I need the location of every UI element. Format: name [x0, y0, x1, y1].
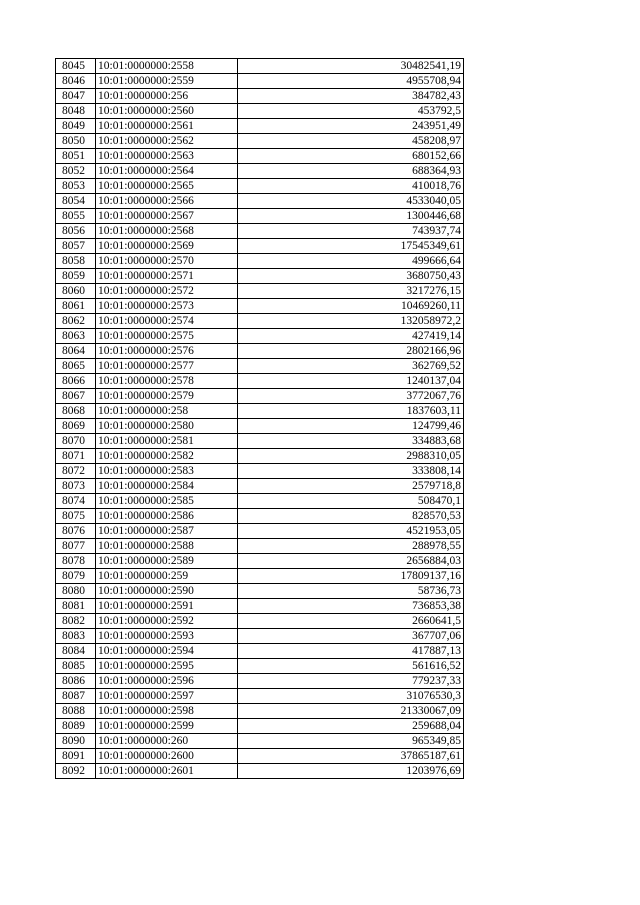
cadastral-value-cell: 259688,04: [238, 719, 464, 734]
cadastral-value-cell: 779237,33: [238, 674, 464, 689]
table-row: [56, 164, 464, 179]
cadastral-value-cell: 21330067,09: [238, 704, 464, 719]
table-row: [56, 119, 464, 134]
table-row: [56, 689, 464, 704]
cadastral-value-cell: 362769,52: [238, 359, 464, 374]
cadastral-value-cell: 417887,13: [238, 644, 464, 659]
cadastral-number-cell: 10:01:0000000:2590: [96, 584, 238, 599]
row-number-cell: 8071: [56, 449, 96, 464]
cadastral-value-cell: 367707,06: [238, 629, 464, 644]
table-row: [56, 644, 464, 659]
table-row: [56, 629, 464, 644]
table-row: [56, 74, 464, 89]
cadastral-number-cell: 10:01:0000000:2576: [96, 344, 238, 359]
cadastral-number-cell: 10:01:0000000:2588: [96, 539, 238, 554]
row-number-cell: 8075: [56, 509, 96, 524]
table-row: [56, 194, 464, 209]
cadastral-value-cell: 3217276,15: [238, 284, 464, 299]
table-row: [56, 359, 464, 374]
cadastral-number-cell: 10:01:0000000:2600: [96, 749, 238, 764]
table-row: [56, 509, 464, 524]
cadastral-value-cell: 2802166,96: [238, 344, 464, 359]
cadastral-number-cell: 10:01:0000000:2571: [96, 269, 238, 284]
cadastral-number-cell: 10:01:0000000:2599: [96, 719, 238, 734]
cadastral-value-cell: 4521953,05: [238, 524, 464, 539]
table-row: [56, 554, 464, 569]
row-number-cell: 8064: [56, 344, 96, 359]
row-number-cell: 8057: [56, 239, 96, 254]
table-row: [56, 134, 464, 149]
row-number-cell: 8070: [56, 434, 96, 449]
cadastral-value-cell: 1837603,11: [238, 404, 464, 419]
cadastral-number-cell: 10:01:0000000:2573: [96, 299, 238, 314]
cadastral-number-cell: 10:01:0000000:2586: [96, 509, 238, 524]
cadastral-value-cell: 17545349,61: [238, 239, 464, 254]
cadastral-value-cell: 736853,38: [238, 599, 464, 614]
row-number-cell: 8089: [56, 719, 96, 734]
table-row: [56, 674, 464, 689]
cadastral-number-cell: 10:01:0000000:2562: [96, 134, 238, 149]
row-number-cell: 8047: [56, 89, 96, 104]
cadastral-value-cell: 2656884,03: [238, 554, 464, 569]
cadastral-number-cell: 10:01:0000000:2560: [96, 104, 238, 119]
row-number-cell: 8079: [56, 569, 96, 584]
table-row: [56, 764, 464, 779]
cadastral-number-cell: 10:01:0000000:2595: [96, 659, 238, 674]
cadastral-number-cell: 10:01:0000000:2577: [96, 359, 238, 374]
table-row: [56, 89, 464, 104]
cadastral-value-cell: 1203976,69: [238, 764, 464, 779]
row-number-cell: 8068: [56, 404, 96, 419]
cadastral-value-cell: 30482541,19: [238, 59, 464, 74]
row-number-cell: 8049: [56, 119, 96, 134]
cadastral-number-cell: 10:01:0000000:2568: [96, 224, 238, 239]
cadastral-number-cell: 10:01:0000000:256: [96, 89, 238, 104]
row-number-cell: 8054: [56, 194, 96, 209]
row-number-cell: 8053: [56, 179, 96, 194]
table-row: [56, 314, 464, 329]
cadastral-value-cell: 17809137,16: [238, 569, 464, 584]
cadastral-number-cell: 10:01:0000000:2601: [96, 764, 238, 779]
cadastral-value-cell: 688364,93: [238, 164, 464, 179]
row-number-cell: 8066: [56, 374, 96, 389]
table-row: [56, 704, 464, 719]
table-row: [56, 524, 464, 539]
table-row: [56, 239, 464, 254]
table-row: [56, 749, 464, 764]
cadastral-number-cell: 10:01:0000000:2589: [96, 554, 238, 569]
cadastral-number-cell: 10:01:0000000:2563: [96, 149, 238, 164]
cadastral-number-cell: 10:01:0000000:2598: [96, 704, 238, 719]
row-number-cell: 8083: [56, 629, 96, 644]
table-row: [56, 719, 464, 734]
cadastral-number-cell: 10:01:0000000:2566: [96, 194, 238, 209]
row-number-cell: 8077: [56, 539, 96, 554]
cadastral-number-cell: 10:01:0000000:2592: [96, 614, 238, 629]
cadastral-value-cell: 2660641,5: [238, 614, 464, 629]
row-number-cell: 8056: [56, 224, 96, 239]
cadastral-value-cell: 124799,46: [238, 419, 464, 434]
table-row: [56, 269, 464, 284]
cadastral-number-cell: 10:01:0000000:2569: [96, 239, 238, 254]
table-row: [56, 179, 464, 194]
cadastral-number-cell: 10:01:0000000:2567: [96, 209, 238, 224]
table-row: [56, 254, 464, 269]
cadastral-number-cell: 10:01:0000000:2575: [96, 329, 238, 344]
cadastral-number-cell: 10:01:0000000:258: [96, 404, 238, 419]
cadastral-value-cell: 31076530,3: [238, 689, 464, 704]
cadastral-value-cell: 828570,53: [238, 509, 464, 524]
table-row: [56, 59, 464, 74]
cadastral-value-cell: 410018,76: [238, 179, 464, 194]
row-number-cell: 8081: [56, 599, 96, 614]
cadastral-value-cell: 333808,14: [238, 464, 464, 479]
cadastral-value-cell: 1240137,04: [238, 374, 464, 389]
row-number-cell: 8058: [56, 254, 96, 269]
cadastral-number-cell: 10:01:0000000:2596: [96, 674, 238, 689]
table-row: [56, 434, 464, 449]
table-row: [56, 494, 464, 509]
cadastral-number-cell: 10:01:0000000:2580: [96, 419, 238, 434]
cadastral-number-cell: 10:01:0000000:2561: [96, 119, 238, 134]
cadastral-number-cell: 10:01:0000000:2574: [96, 314, 238, 329]
cadastral-number-cell: 10:01:0000000:2578: [96, 374, 238, 389]
cadastral-value-cell: 427419,14: [238, 329, 464, 344]
row-number-cell: 8060: [56, 284, 96, 299]
cadastral-number-cell: 10:01:0000000:2559: [96, 74, 238, 89]
cadastral-number-cell: 10:01:0000000:2558: [96, 59, 238, 74]
row-number-cell: 8059: [56, 269, 96, 284]
cadastral-number-cell: 10:01:0000000:2579: [96, 389, 238, 404]
cadastral-number-cell: 10:01:0000000:2581: [96, 434, 238, 449]
row-number-cell: 8076: [56, 524, 96, 539]
table-row: [56, 449, 464, 464]
table-row: [56, 149, 464, 164]
table-row: [56, 284, 464, 299]
row-number-cell: 8051: [56, 149, 96, 164]
table-row: [56, 599, 464, 614]
table-row: [56, 479, 464, 494]
row-number-cell: 8065: [56, 359, 96, 374]
table-row: [56, 569, 464, 584]
table-row: [56, 584, 464, 599]
cadastral-number-cell: 10:01:0000000:2564: [96, 164, 238, 179]
cadastral-value-cell: 508470,1: [238, 494, 464, 509]
cadastral-value-cell: 37865187,61: [238, 749, 464, 764]
table-row: [56, 104, 464, 119]
row-number-cell: 8072: [56, 464, 96, 479]
cadastral-value-cell: 2988310,05: [238, 449, 464, 464]
cadastral-value-cell: 453792,5: [238, 104, 464, 119]
cadastral-number-cell: 10:01:0000000:2583: [96, 464, 238, 479]
cadastral-number-cell: 10:01:0000000:259: [96, 569, 238, 584]
row-number-cell: 8090: [56, 734, 96, 749]
table-row: [56, 614, 464, 629]
cadastral-value-cell: 3680750,43: [238, 269, 464, 284]
row-number-cell: 8086: [56, 674, 96, 689]
cadastral-value-cell: 288978,55: [238, 539, 464, 554]
cadastral-value-cell: 334883,68: [238, 434, 464, 449]
cadastral-number-cell: 10:01:0000000:2585: [96, 494, 238, 509]
cadastral-number-cell: 10:01:0000000:2591: [96, 599, 238, 614]
cadastral-number-cell: 10:01:0000000:2597: [96, 689, 238, 704]
cadastral-number-cell: 10:01:0000000:2570: [96, 254, 238, 269]
row-number-cell: 8087: [56, 689, 96, 704]
cadastral-value-table: [55, 58, 464, 779]
cadastral-number-cell: 10:01:0000000:2582: [96, 449, 238, 464]
table-row: [56, 419, 464, 434]
row-number-cell: 8073: [56, 479, 96, 494]
table-row: [56, 374, 464, 389]
row-number-cell: 8091: [56, 749, 96, 764]
table-row: [56, 329, 464, 344]
cadastral-value-cell: 243951,49: [238, 119, 464, 134]
cadastral-value-cell: 743937,74: [238, 224, 464, 239]
table-body: [56, 59, 464, 779]
row-number-cell: 8069: [56, 419, 96, 434]
cadastral-value-cell: 499666,64: [238, 254, 464, 269]
row-number-cell: 8088: [56, 704, 96, 719]
cadastral-value-cell: 561616,52: [238, 659, 464, 674]
cadastral-number-cell: 10:01:0000000:2565: [96, 179, 238, 194]
row-number-cell: 8084: [56, 644, 96, 659]
table-row: [56, 299, 464, 314]
cadastral-value-cell: 4533040,05: [238, 194, 464, 209]
table-row: [56, 734, 464, 749]
table-row: [56, 404, 464, 419]
cadastral-value-cell: 58736,73: [238, 584, 464, 599]
row-number-cell: 8061: [56, 299, 96, 314]
cadastral-number-cell: 10:01:0000000:260: [96, 734, 238, 749]
row-number-cell: 8062: [56, 314, 96, 329]
cadastral-value-cell: 680152,66: [238, 149, 464, 164]
cadastral-value-cell: 2579718,8: [238, 479, 464, 494]
row-number-cell: 8067: [56, 389, 96, 404]
cadastral-value-cell: 1300446,68: [238, 209, 464, 224]
table-row: [56, 659, 464, 674]
row-number-cell: 8078: [56, 554, 96, 569]
cadastral-value-cell: 132058972,2: [238, 314, 464, 329]
row-number-cell: 8050: [56, 134, 96, 149]
cadastral-value-cell: 458208,97: [238, 134, 464, 149]
table-row: [56, 464, 464, 479]
table-row: [56, 344, 464, 359]
row-number-cell: 8046: [56, 74, 96, 89]
cadastral-number-cell: 10:01:0000000:2584: [96, 479, 238, 494]
row-number-cell: 8055: [56, 209, 96, 224]
table-row: [56, 539, 464, 554]
table-row: [56, 389, 464, 404]
cadastral-value-cell: 10469260,11: [238, 299, 464, 314]
cadastral-value-cell: 965349,85: [238, 734, 464, 749]
cadastral-value-cell: 3772067,76: [238, 389, 464, 404]
row-number-cell: 8048: [56, 104, 96, 119]
row-number-cell: 8080: [56, 584, 96, 599]
row-number-cell: 8082: [56, 614, 96, 629]
cadastral-value-cell: 384782,43: [238, 89, 464, 104]
cadastral-number-cell: 10:01:0000000:2572: [96, 284, 238, 299]
table-row: [56, 224, 464, 239]
cadastral-number-cell: 10:01:0000000:2594: [96, 644, 238, 659]
table-row: [56, 209, 464, 224]
cadastral-value-cell: 4955708,94: [238, 74, 464, 89]
row-number-cell: 8092: [56, 764, 96, 779]
row-number-cell: 8045: [56, 59, 96, 74]
row-number-cell: 8085: [56, 659, 96, 674]
row-number-cell: 8052: [56, 164, 96, 179]
row-number-cell: 8074: [56, 494, 96, 509]
row-number-cell: 8063: [56, 329, 96, 344]
cadastral-number-cell: 10:01:0000000:2593: [96, 629, 238, 644]
cadastral-number-cell: 10:01:0000000:2587: [96, 524, 238, 539]
